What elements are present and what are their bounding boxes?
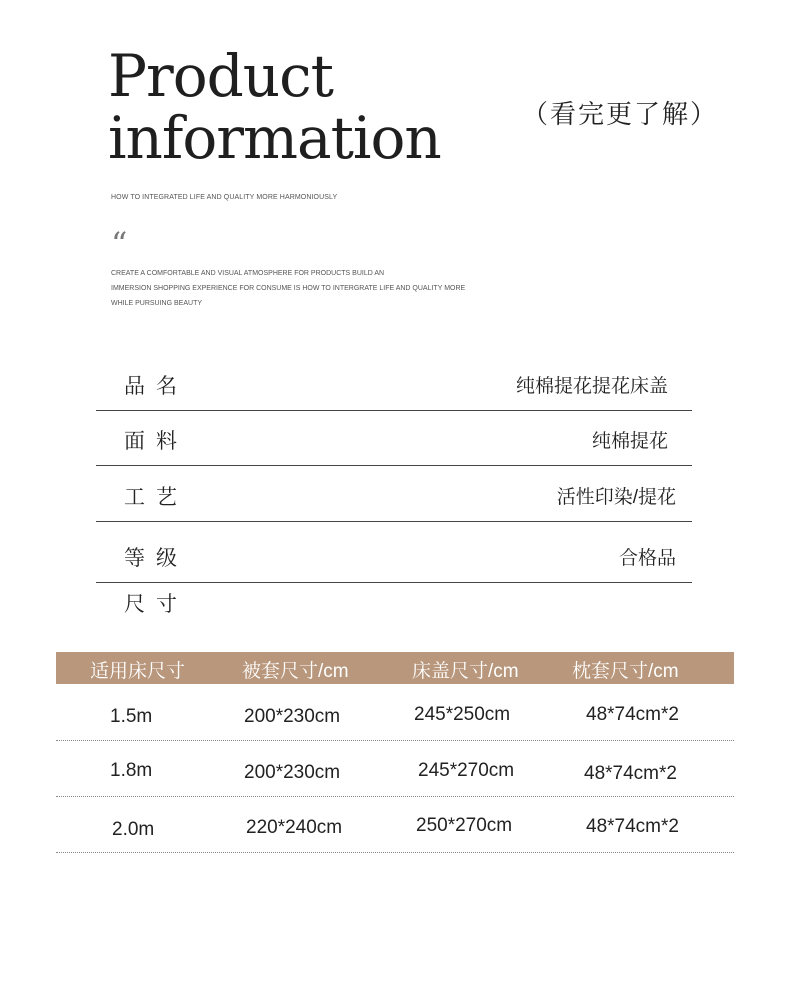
info-value: 纯棉提花 (591, 431, 668, 452)
size-table-header (56, 652, 734, 684)
size-table-row (56, 741, 734, 797)
info-value: 纯棉提花提花床盖 (515, 376, 668, 397)
size-cell: 220*240cm (246, 817, 343, 838)
size-header-cell: 被套尺寸/cm (242, 661, 349, 682)
info-row-size (96, 572, 692, 628)
info-value: 合格品 (618, 548, 676, 569)
size-cell: 200*230cm (244, 706, 341, 727)
info-row-name (96, 355, 692, 411)
tagline: HOW TO INTEGRATED LIFE AND QUALITY MORE HARMONIOUSLY (111, 194, 338, 201)
description-line: CREATE A COMFORTABLE AND VISUAL ATMOSPHERE FOR PRODUCTS BUILD AN (111, 270, 385, 277)
size-table-row (56, 685, 734, 741)
info-label: 等级 (124, 547, 188, 570)
subtitle-cn: （看完更了解） (522, 99, 719, 129)
size-cell: 245*270cm (418, 760, 515, 781)
size-cell: 245*250cm (414, 704, 511, 725)
description-line: IMMERSION SHOPPING EXPERIENCE FOR CONSUME IS HOW TO INTERGRATE LIFE AND QUALITY MORE (111, 285, 466, 292)
title-product: Product (108, 42, 333, 110)
size-cell: 1.8m (110, 760, 153, 781)
description-line: WHILE PURSUING BEAUTY (111, 300, 203, 307)
size-cell: 1.5m (110, 706, 153, 727)
info-label: 尺寸 (124, 593, 188, 616)
description (111, 266, 465, 311)
size-cell: 48*74cm*2 (586, 704, 679, 725)
size-cell: 200*230cm (244, 762, 341, 783)
size-header-cell: 适用床尺寸 (90, 661, 186, 682)
size-table-row (56, 797, 734, 853)
size-cell: 48*74cm*2 (586, 816, 679, 837)
size-header-cell: 床盖尺寸/cm (412, 661, 519, 682)
info-row-fabric (96, 410, 692, 466)
size-header-cell: 枕套尺寸/cm (572, 661, 679, 682)
info-label: 品名 (124, 375, 188, 398)
info-row-craft (96, 466, 692, 522)
size-cell: 250*270cm (416, 815, 513, 836)
title-information: information (108, 104, 441, 172)
info-label: 面料 (124, 430, 188, 453)
info-label: 工艺 (124, 486, 188, 509)
info-value: 活性印染/提花 (556, 487, 676, 508)
quote-mark-icon: “ (111, 225, 128, 263)
size-cell: 2.0m (112, 819, 155, 840)
size-cell: 48*74cm*2 (584, 763, 677, 784)
